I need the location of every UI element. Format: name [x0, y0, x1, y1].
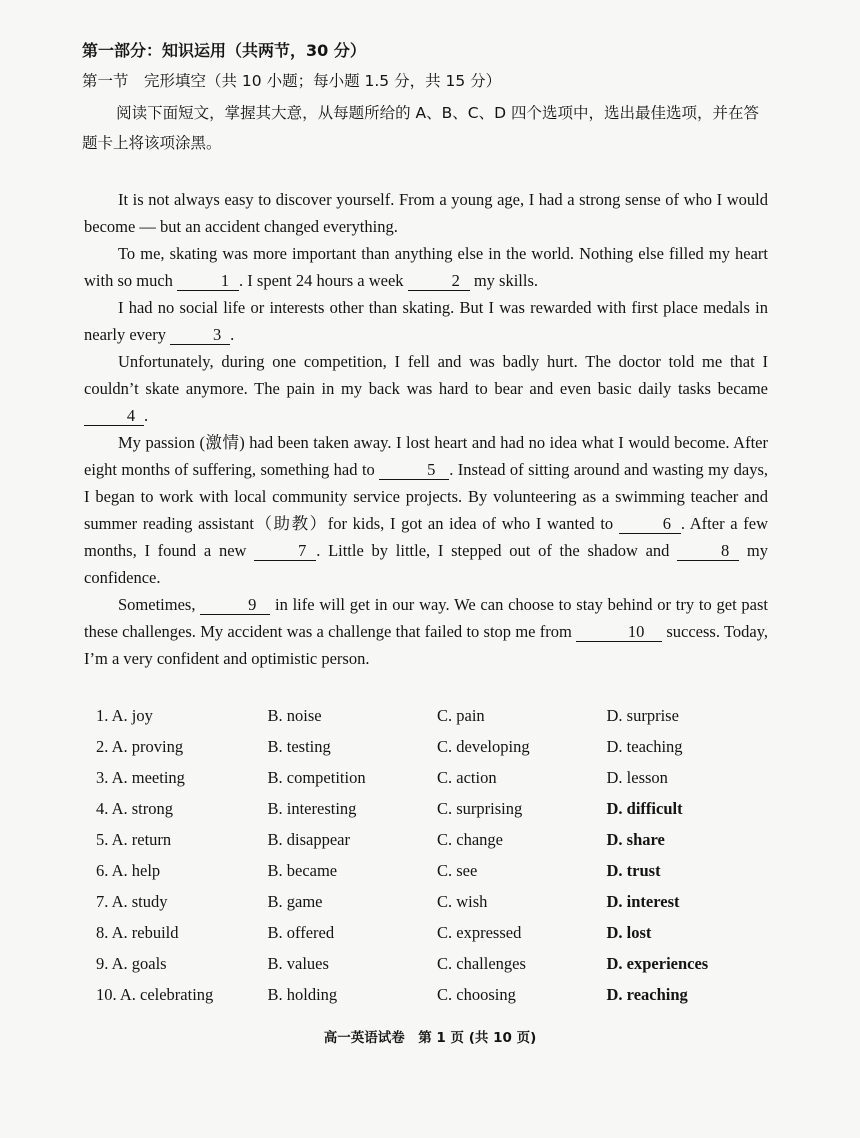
option-a: 7. A. study: [96, 891, 168, 911]
instructions: 阅读下面短文，掌握其大意，从每题所给的 A、B、C、D 四个选项中，选出最佳选项，并在答题卡上将该项涂黑。: [82, 104, 759, 152]
blank-9: 9: [200, 596, 270, 615]
paragraph-1: It is not always easy to discover yourself. From a young age, I had a strong sense of who I would become — but an accident changed everything.: [84, 190, 768, 236]
question-7-options: [96, 886, 776, 917]
option-d: D. trust: [606, 860, 661, 880]
page-footer: 高一英语试卷 第 1 页 (共 10 页): [323, 1030, 537, 1046]
option-a: 9. A. goals: [96, 953, 167, 973]
option-a: 5. A. return: [96, 829, 172, 849]
blank-1: 1: [177, 272, 239, 291]
option-d: D. reaching: [606, 984, 688, 1004]
option-d: D. interest: [606, 891, 680, 911]
option-c: C. change: [437, 829, 503, 849]
option-c: C. challenges: [437, 953, 526, 973]
option-b: B. noise: [267, 705, 322, 725]
option-d: D. surprise: [606, 705, 679, 725]
paragraph-3: I had no social life or interests other than skating. But I was rewarded with first place medals in nearly every 3 .: [84, 298, 768, 344]
paragraph-5: My passion (激情) had been taken away. I lost heart and had no idea what I would become. After eight months of suffering, something had to 5 . Instead of sitting around and wasting my days, I began to work with local community service projects. By volunteering as a swimming teacher and summer reading assistant（助教）for kids, I got an idea of who I wanted to 6 . After a few months, I found a new 7 . Little by little, I stepped out of the shadow and 8 my confidence.: [84, 433, 768, 587]
question-9-options: [96, 948, 776, 979]
subsection-title: 第一节 完形填空（共 10 小题；每小题 1.5 分，共 15 分）: [82, 72, 502, 90]
option-c: C. action: [437, 767, 497, 787]
option-a: 8. A. rebuild: [96, 922, 179, 942]
blank-6: 6: [619, 515, 681, 534]
option-a: 2. A. proving: [96, 736, 184, 756]
option-a: 6. A. help: [96, 860, 161, 880]
option-b: B. offered: [267, 922, 335, 942]
option-b: B. became: [267, 860, 338, 880]
option-d: D. lesson: [606, 767, 668, 787]
blank-10: 10: [576, 623, 662, 642]
option-c: C. pain: [437, 705, 485, 725]
blank-5: 5: [379, 461, 449, 480]
option-c: C. see: [437, 860, 478, 880]
option-a: 4. A. strong: [96, 798, 174, 818]
option-d: D. share: [606, 829, 665, 849]
option-b: B. disappear: [267, 829, 350, 849]
option-c: C. developing: [437, 736, 530, 756]
option-b: B. holding: [267, 984, 338, 1004]
option-c: C. expressed: [437, 922, 522, 942]
option-c: C. choosing: [437, 984, 516, 1004]
question-6-options: [96, 855, 776, 886]
option-b: B. game: [267, 891, 323, 911]
option-a: 10. A. celebrating: [96, 984, 214, 1004]
blank-7: 7: [254, 542, 316, 561]
paragraph-6: Sometimes, 9 in life will get in our way. We can choose to stay behind or try to get past these challenges. My accident was a challenge that failed to stop me from 10 success. Today, I’m a very confident and optimistic person.: [84, 595, 768, 668]
section-title: 第一部分：知识运用（共两节，30 分）: [82, 41, 366, 60]
question-3-options: [96, 762, 776, 793]
answer-options: [96, 700, 776, 1010]
option-d: D. difficult: [606, 798, 683, 818]
option-b: B. values: [267, 953, 329, 973]
blank-4: 4: [84, 407, 144, 426]
paragraph-4: Unfortunately, during one competition, I fell and was badly hurt. The doctor told me that I couldn’t skate anymore. The pain in my back was hard to bear and even basic daily tasks became 4 .: [84, 352, 768, 425]
option-b: B. competition: [267, 767, 366, 787]
option-c: C. surprising: [437, 798, 523, 818]
option-d: D. experiences: [606, 953, 709, 973]
option-d: D. lost: [606, 922, 652, 942]
question-8-options: [96, 917, 776, 948]
question-1-options: [96, 700, 776, 731]
question-10-options: [96, 979, 776, 1010]
blank-2: 2: [408, 272, 470, 291]
blank-3: 3: [170, 326, 230, 345]
option-c: C. wish: [437, 891, 488, 911]
option-b: B. testing: [267, 736, 331, 756]
paragraph-2: To me, skating was more important than anything else in the world. Nothing else filled my heart with so much 1 . I spent 24 hours a week 2 my skills.: [84, 244, 768, 290]
option-d: D. teaching: [606, 736, 683, 756]
question-2-options: [96, 731, 776, 762]
question-4-options: [96, 793, 776, 824]
option-b: B. interesting: [267, 798, 357, 818]
option-a: 1. A. joy: [96, 705, 153, 725]
blank-8: 8: [677, 542, 739, 561]
cloze-passage: [84, 186, 768, 672]
option-a: 3. A. meeting: [96, 767, 185, 787]
question-5-options: [96, 824, 776, 855]
